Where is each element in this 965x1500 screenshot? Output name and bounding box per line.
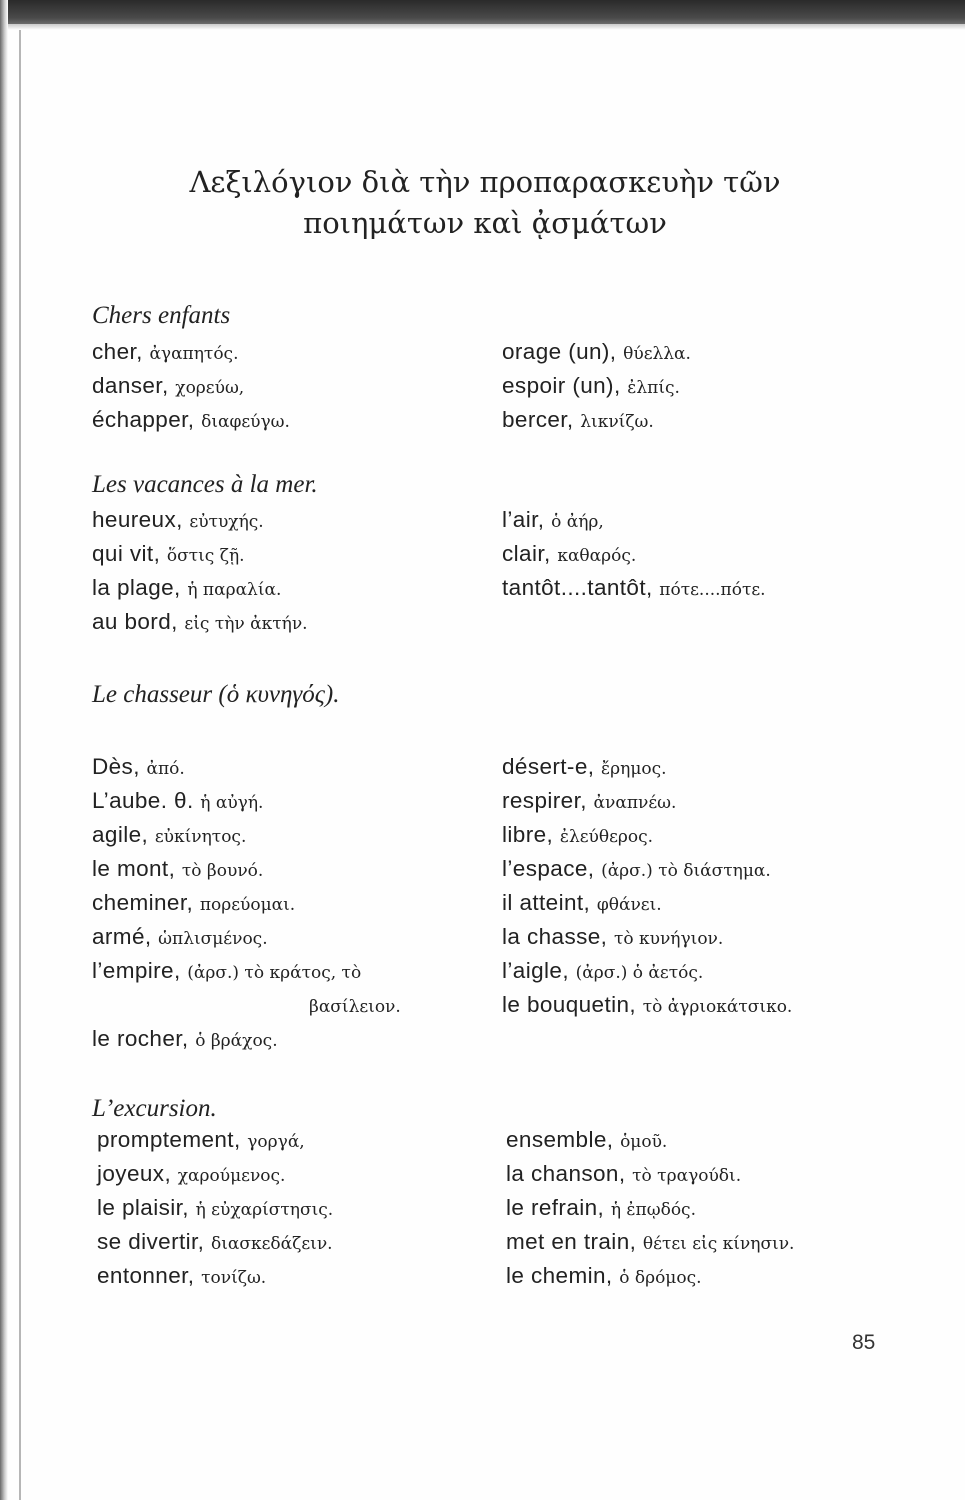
vocab-entry <box>92 575 281 607</box>
vocab-translation: ἔρημος. <box>601 759 667 779</box>
vocab-translation: γοργά, <box>247 1132 305 1152</box>
vocab-translation: ἀπό. <box>146 759 185 779</box>
vocab-translation: τὸ ἀγριοκάτσικο. <box>642 997 793 1017</box>
vocab-entry <box>92 609 308 641</box>
vocab-translation: ἡ αὐγή. <box>200 793 264 813</box>
vocab-entry <box>97 1161 285 1193</box>
vocab-translation: ἀναπνέω. <box>593 793 677 813</box>
vocab-translation: ἡ ἐπῳδός. <box>610 1200 696 1220</box>
vocab-entry <box>97 1263 266 1295</box>
vocab-translation: πορεύομαι. <box>199 895 296 915</box>
vocab-term: clair, <box>502 541 558 566</box>
vocab-entry <box>502 541 636 573</box>
vocab-entry <box>502 890 662 922</box>
vocab-term: tantôt....tantôt, <box>502 575 660 600</box>
vocab-translation: πότε....πότε. <box>659 580 766 600</box>
section-heading: Chers enfants <box>92 302 231 329</box>
vocab-term: se divertir, <box>97 1229 211 1254</box>
vocab-term: joyeux, <box>97 1161 178 1186</box>
vocab-entry <box>97 1229 333 1261</box>
vocab-term: l’espace, <box>502 856 602 881</box>
vocab-term: désert-e, <box>502 754 602 779</box>
vocab-term: le chemin, <box>506 1263 620 1288</box>
vocab-entry <box>502 575 766 607</box>
vocab-translation: ὁ βράχος. <box>195 1031 278 1051</box>
vocab-term: la chanson, <box>506 1161 633 1186</box>
vocab-entry <box>92 339 238 371</box>
vocab-translation: τὸ τραγούδι. <box>632 1166 742 1186</box>
vocab-entry <box>92 373 244 405</box>
vocab-entry <box>92 541 245 573</box>
vocab-translation: εὐκίνητος. <box>154 827 247 847</box>
vocab-translation: θύελλα. <box>623 344 691 364</box>
vocab-entry-continuation <box>309 992 401 1024</box>
vocab-entry <box>92 924 268 956</box>
vocab-term: ensemble, <box>506 1127 621 1152</box>
vocab-term: la plage, <box>92 575 188 600</box>
section-heading: Les vacances à la mer. <box>92 471 318 498</box>
vocab-term: promptement, <box>97 1127 248 1152</box>
page-title <box>0 162 965 244</box>
vocab-term: libre, <box>502 822 560 847</box>
section-heading: Le chasseur (ὁ κυνηγός). <box>92 681 340 708</box>
vocab-term: au bord, <box>92 609 185 634</box>
vocab-translation: διαφεύγω. <box>201 412 290 432</box>
vocab-translation: ἡ εὐχαρίστησις. <box>195 1200 334 1220</box>
vocab-translation: λικνίζω. <box>580 412 654 432</box>
page-title-line-2: ποιημάτων καὶ ᾀσμάτων <box>303 206 667 240</box>
vocab-entry <box>97 1195 333 1227</box>
vocab-term: le bouquetin, <box>502 992 643 1017</box>
vocab-translation: (ἀρσ.) τὸ διάστημα. <box>601 861 771 881</box>
vocab-translation: καθαρός. <box>557 546 637 566</box>
vocab-term: le refrain, <box>506 1195 611 1220</box>
vocab-term: le plaisir, <box>97 1195 196 1220</box>
vocab-entry <box>92 856 263 888</box>
vocab-term: l’aigle, <box>502 958 576 983</box>
vocab-entry <box>502 754 667 786</box>
vocab-translation: διασκεδάζειν. <box>211 1234 333 1254</box>
vocab-entry <box>502 407 654 439</box>
vocab-term: cher, <box>92 339 150 364</box>
page-number: 85 <box>852 1331 876 1354</box>
vocab-term: bercer, <box>502 407 581 432</box>
vocab-entry <box>502 507 604 539</box>
vocab-term: heureux, <box>92 507 190 532</box>
vocab-entry <box>502 958 703 990</box>
vocab-translation: χορεύω, <box>175 378 245 398</box>
vocab-entry <box>502 339 691 371</box>
vocab-entry <box>506 1263 702 1295</box>
vocab-term: Dès, <box>92 754 147 779</box>
vocab-term: l’air, <box>502 507 552 532</box>
vocab-term: la chasse, <box>502 924 614 949</box>
vocab-translation: τὸ βουνό. <box>181 861 264 881</box>
vocab-entry <box>506 1161 741 1193</box>
vocab-translation: χαρούμενος. <box>177 1166 286 1186</box>
vocab-translation: φθάνει. <box>596 895 662 915</box>
vocab-translation: τὸ κυνήγιον. <box>613 929 724 949</box>
vocab-translation: ἀγαπητός. <box>149 344 239 364</box>
vocab-term: il atteint, <box>502 890 597 915</box>
vocab-entry <box>92 890 295 922</box>
vocab-term: agile, <box>92 822 155 847</box>
vocab-term: l’empire, <box>92 958 188 983</box>
vocab-term: le rocher, <box>92 1026 196 1051</box>
vocab-term: armé, <box>92 924 159 949</box>
vocab-term: entonner, <box>97 1263 202 1288</box>
page-title-line-1: Λεξιλόγιον διὰ τὴν προπαρασκευὴν τῶν <box>189 165 781 199</box>
vocab-term: met en train, <box>506 1229 643 1254</box>
vocab-translation: ὅστις ζῇ. <box>166 546 245 566</box>
vocab-translation: (ἀρσ.) τὸ κράτος, τὸ <box>187 963 362 983</box>
vocab-translation: ἐλεύθερος. <box>559 827 654 847</box>
vocab-entry <box>97 1127 305 1159</box>
vocab-entry <box>92 788 263 820</box>
vocab-entry <box>502 822 653 854</box>
vocab-term: L’aube. θ. <box>92 788 201 813</box>
vocab-entry <box>92 822 246 854</box>
vocab-entry <box>502 788 676 820</box>
vocab-term: échapper, <box>92 407 202 432</box>
vocab-translation: (ἀρσ.) ὁ ἀετός. <box>575 963 704 983</box>
vocab-entry <box>502 373 680 405</box>
vocab-term: orage (un), <box>502 339 624 364</box>
vocab-term: le mont, <box>92 856 182 881</box>
vocab-entry <box>506 1127 667 1159</box>
vocab-entry <box>502 992 792 1024</box>
vocab-translation: ὁ δρόμος. <box>619 1268 702 1288</box>
vocab-entry <box>92 507 264 539</box>
vocab-translation: ἡ παραλία. <box>187 580 282 600</box>
vocab-entry <box>92 958 361 990</box>
vocab-translation: τονίζω. <box>201 1268 267 1288</box>
vocab-entry <box>92 407 290 439</box>
vocab-term: cheminer, <box>92 890 200 915</box>
vocab-entry <box>506 1229 794 1261</box>
vocab-translation: ὁμοῦ. <box>620 1132 668 1152</box>
vocab-translation: ὁ ἀήρ, <box>551 512 604 532</box>
vocab-entry <box>92 1026 278 1058</box>
vocab-translation: εὐτυχής. <box>189 512 264 532</box>
vocab-term: respirer, <box>502 788 594 813</box>
vocab-term: qui vit, <box>92 541 167 566</box>
vocab-translation: ὡπλισμένος. <box>158 929 268 949</box>
vocab-entry <box>502 924 723 956</box>
vocab-translation: ἐλπίς. <box>627 378 680 398</box>
vocab-translation: θέτει εἰς κίνησιν. <box>642 1234 795 1254</box>
vocab-translation: βασίλειον. <box>309 997 401 1017</box>
vocab-entry <box>502 856 771 888</box>
section-heading: L’excursion. <box>92 1095 217 1122</box>
vocab-entry <box>92 754 185 786</box>
vocab-term: espoir (un), <box>502 373 628 398</box>
vocab-translation: εἰς τὴν ἀκτήν. <box>184 614 308 634</box>
vocab-term: danser, <box>92 373 176 398</box>
vocab-entry <box>506 1195 696 1227</box>
